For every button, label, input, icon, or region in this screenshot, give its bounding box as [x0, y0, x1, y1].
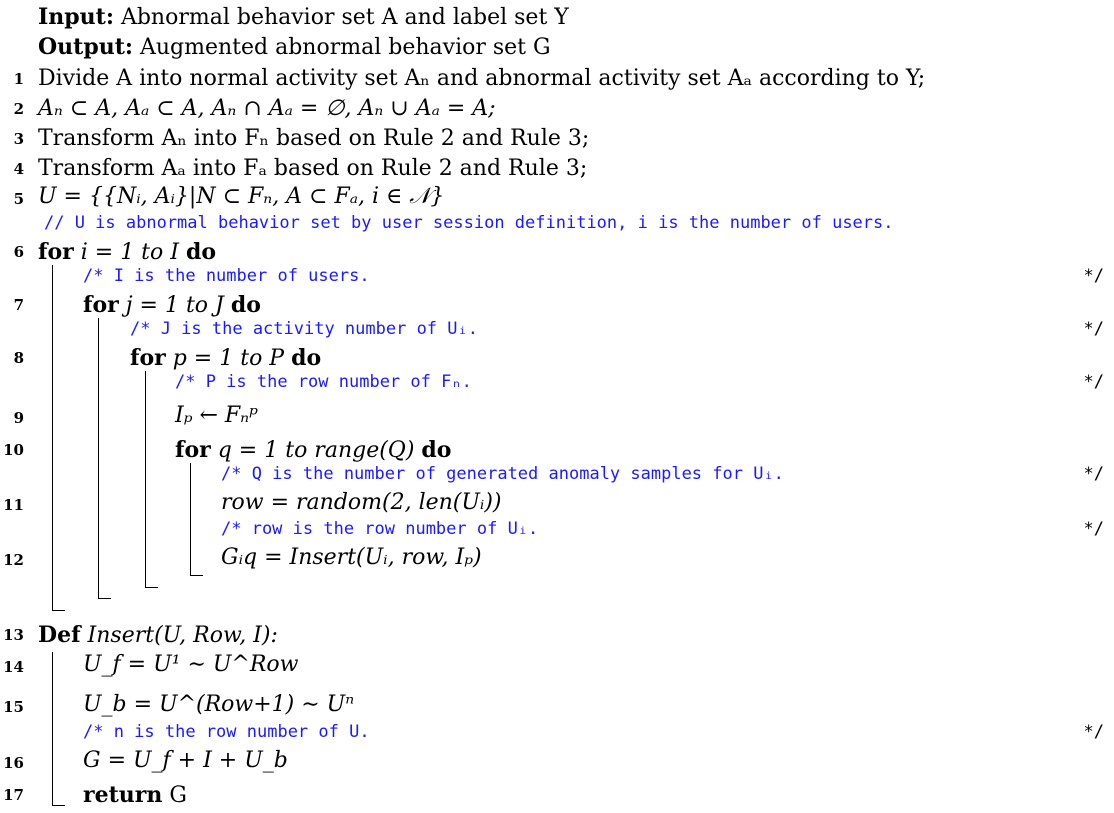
comment-end: */	[1083, 372, 1104, 392]
line-15-text: U_b = U^(Row+1) ∼ Uⁿ	[83, 692, 355, 717]
line-9-text: Iₚ ← Fₙᵖ	[175, 403, 258, 428]
loop-range: j = 1 to J	[125, 293, 224, 318]
keyword-do: do	[230, 292, 261, 318]
line-number: 6	[13, 243, 24, 261]
line-number: 2	[13, 100, 24, 118]
loop-range: p = 1 to P	[172, 346, 285, 371]
keyword-do: do	[185, 239, 217, 265]
line-number: 8	[13, 349, 24, 367]
output-label: Output:	[38, 34, 133, 60]
comment-line-15: /* n is the row number of U.	[83, 722, 370, 742]
line-number: 11	[3, 496, 24, 514]
comment-end: */	[1083, 266, 1104, 286]
output-line	[38, 32, 551, 63]
line-number: 16	[3, 754, 24, 772]
keyword-for: for	[83, 292, 119, 318]
block-bar-def	[52, 652, 65, 806]
block-bar-for-j	[98, 318, 111, 599]
line-17-text	[83, 780, 187, 811]
line-16-text: G = U_f + I + U_b	[83, 748, 288, 773]
comment-line-5: // U is abnormal behavior set by user session definition, i is the number of users.	[44, 213, 894, 233]
line-number: 4	[13, 160, 24, 178]
keyword-for: for	[175, 437, 211, 463]
line-13-text	[38, 620, 278, 651]
keyword-for: for	[38, 239, 74, 265]
line-1-text: Divide A into normal activity set Aₙ and abnormal activity set Aₐ according to Y;	[38, 66, 926, 91]
line-number: 10	[3, 441, 24, 459]
function-signature: Insert(U, Row, I):	[87, 623, 278, 648]
block-bar-for-i	[52, 265, 65, 611]
comment-end: */	[1083, 319, 1104, 339]
comment-line-11: /* row is the row number of Uᵢ.	[221, 519, 539, 539]
line-number: 12	[3, 551, 24, 569]
keyword-for: for	[130, 345, 166, 371]
line-number: 13	[3, 626, 24, 644]
comment-end: */	[1083, 722, 1104, 742]
comment-line-10: /* Q is the number of generated anomaly samples for Uᵢ.	[221, 464, 784, 484]
comment-line-7: /* J is the activity number of Uᵢ.	[130, 319, 478, 339]
input-text: Abnormal behavior set A and label set Y	[120, 5, 569, 30]
output-text: Augmented abnormal behavior set G	[139, 35, 551, 60]
comment-end: */	[1083, 519, 1104, 539]
input-label: Input:	[38, 4, 114, 30]
line-number: 9	[13, 409, 24, 427]
keyword-do: do	[421, 437, 452, 463]
keyword-do: do	[291, 345, 322, 371]
block-bar-for-p	[145, 371, 158, 588]
line-2-text: Aₙ ⊂ A, Aₐ ⊂ A, Aₙ ∩ Aₐ = ∅, Aₙ ∪ Aₐ = A;	[38, 96, 496, 121]
line-11-text: row = random(2, len(Uᵢ))	[221, 490, 502, 515]
line-number: 7	[13, 296, 24, 314]
line-number: 17	[3, 786, 24, 804]
line-12-text: Gᵢq = Insert(Uᵢ, row, Iₚ)	[221, 545, 482, 570]
input-line	[38, 2, 569, 33]
loop-range: q = 1 to range(Q)	[217, 438, 415, 463]
line-number: 14	[3, 658, 24, 676]
comment-end: */	[1083, 464, 1104, 484]
line-3-text: Transform Aₙ into Fₙ based on Rule 2 and Rule 3;	[38, 126, 590, 151]
line-14-text: U_f = U¹ ∼ U^Row	[83, 652, 299, 677]
line-5-text: U = {{Nᵢ, Aᵢ}|N ⊂ Fₙ, A ⊂ Fₐ, i ∈ 𝒩}	[38, 184, 445, 209]
block-bar-for-q	[190, 463, 203, 576]
keyword-def: Def	[38, 622, 81, 648]
return-value: G	[169, 783, 187, 808]
line-number: 1	[13, 70, 24, 88]
loop-range: i = 1 to I	[80, 240, 179, 265]
line-4-text: Transform Aₐ into Fₐ based on Rule 2 and Rule 3;	[38, 156, 588, 181]
comment-line-6: /* I is the number of users.	[83, 266, 370, 286]
line-number: 5	[13, 190, 24, 208]
line-number: 3	[13, 130, 24, 148]
comment-line-8: /* P is the row number of Fₙ.	[175, 372, 472, 392]
keyword-return: return	[83, 782, 163, 808]
line-number: 15	[3, 698, 24, 716]
